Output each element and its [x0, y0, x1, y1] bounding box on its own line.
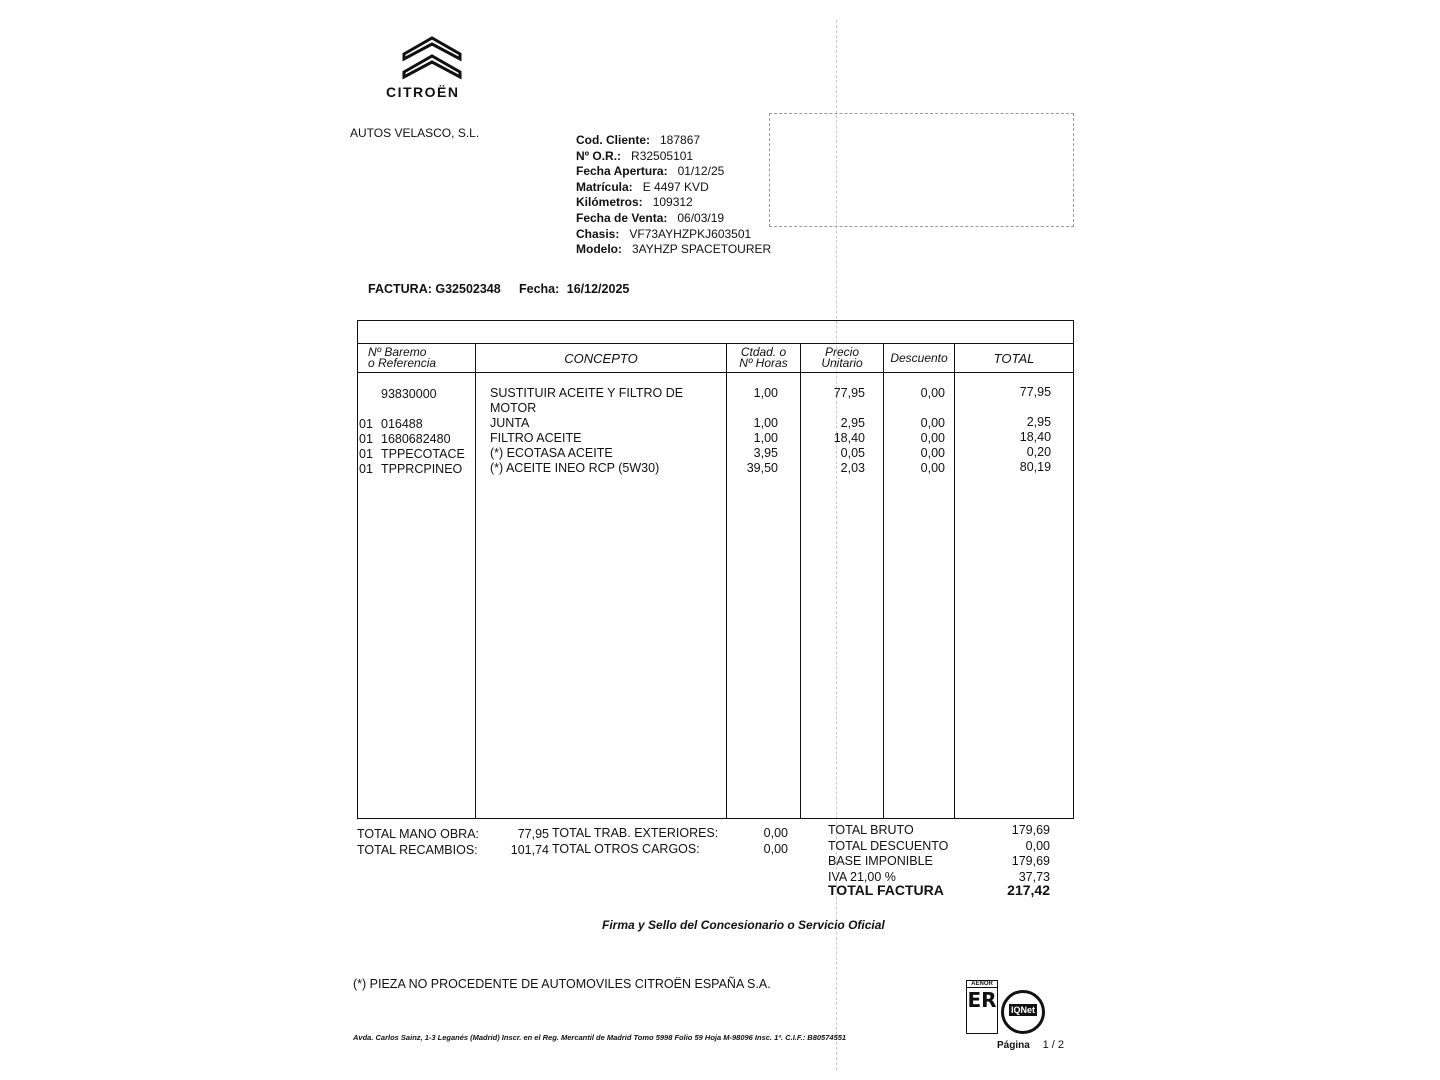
row-descuento: 0,00: [920, 416, 945, 430]
header-precio: [801, 344, 884, 373]
client-info-row: [576, 211, 771, 227]
client-info-value: 3AYHZP SPACETOURER: [632, 242, 772, 257]
row-total: 77,95: [1019, 385, 1052, 399]
col-descuento: [884, 373, 955, 819]
row-descuento: 0,00: [920, 386, 945, 400]
row-ref-code: TPPECOTACE: [381, 447, 465, 461]
row-ref: [358, 447, 475, 462]
row-spacer: [801, 401, 865, 416]
header-precio-line1: Precio: [824, 345, 859, 359]
client-info-row: [576, 164, 771, 180]
row-concepto: SUSTITUIR ACEITE Y FILTRO DE: [490, 386, 684, 400]
summary-label: TOTAL BRUTO: [828, 823, 914, 837]
row-prefix: 01: [359, 447, 373, 461]
row-spacer: [358, 402, 475, 417]
row-spacer: [884, 401, 945, 416]
row-precio: 77,95: [833, 386, 865, 400]
footer-legal: Avda. Carlos Sainz, 1-3 Leganés (Madrid) Inscr. en el Reg. Mercantil de Madrid Tomo 5998 Folio 59 Hoja M-98096 Insc. 1ª. C.I.F.: B80574551: [353, 1033, 847, 1042]
summary-row: [357, 843, 549, 859]
client-info-value: R32505101: [631, 148, 694, 163]
summary-label: BASE IMPONIBLE: [828, 854, 933, 868]
grand-total-value: 217,42: [1007, 882, 1050, 898]
grand-total: [828, 882, 1050, 898]
header-cantidad-line2: Nº Horas: [739, 356, 788, 370]
client-info-value: 01/12/25: [677, 164, 725, 179]
row-ref: [358, 432, 475, 447]
page-value: 1 / 2: [1042, 1039, 1064, 1051]
summary-value: 0,00: [1025, 838, 1050, 853]
client-info-value: 109312: [652, 195, 693, 210]
table-body-row: [358, 373, 1074, 819]
col-precio: [801, 373, 884, 819]
summary-label: TOTAL DESCUENTO: [828, 838, 949, 853]
row-precio: 2,03: [840, 461, 865, 475]
summary-mid: [552, 826, 788, 857]
row-ref-code: 1680682480: [381, 432, 451, 446]
summary-row: [552, 842, 788, 858]
row-cantidad: 1,00: [753, 386, 778, 400]
row-prefix: 01: [359, 417, 373, 431]
er-mark: ER: [967, 988, 997, 1012]
client-info-label: Modelo:: [576, 242, 622, 257]
iqnet-label: IQNet: [1010, 1005, 1035, 1015]
row-prefix: 01: [359, 462, 373, 476]
row-cantidad: 39,50: [746, 461, 778, 475]
summary-label: TOTAL MANO OBRA:: [357, 827, 480, 841]
page-indicator: [997, 1039, 1064, 1051]
row-cantidad: 3,95: [753, 446, 778, 460]
header-descuento: Descuento: [884, 344, 955, 373]
summary-label: TOTAL OTROS CARGOS:: [552, 841, 700, 856]
client-info-row: [576, 180, 771, 196]
row-spacer: [955, 400, 1051, 415]
row-ref: [358, 462, 475, 477]
factura-label: FACTURA:: [368, 282, 432, 296]
invoice-date: [519, 282, 629, 296]
client-info-row: [576, 227, 771, 243]
row-concepto: JUNTA: [490, 416, 530, 430]
double-chevron-icon: [380, 32, 484, 82]
summary-label: TOTAL RECAMBIOS:: [357, 842, 478, 857]
non-citroen-note: (*) PIEZA NO PROCEDENTE DE AUTOMOVILES CITROËN ESPAÑA S.A.: [353, 977, 771, 991]
row-concepto: (*) ACEITE INEO RCP (5W30): [490, 461, 660, 475]
summary-value: 37,73: [1018, 869, 1050, 884]
summary-value: 0,00: [763, 826, 788, 840]
row-total: 18,40: [1019, 430, 1052, 444]
summary-row: [552, 826, 788, 842]
table-top-row: [358, 321, 1074, 344]
header-ref-line1: Nº Baremo: [368, 345, 427, 359]
page-label: Página: [997, 1040, 1030, 1051]
client-info-row: [576, 195, 771, 211]
brand-name: CITROËN: [386, 84, 460, 100]
row-ref-code: TPPRCPINEO: [381, 462, 463, 476]
row-prefix: 01: [359, 432, 373, 446]
client-info-value: E 4497 KVD: [642, 179, 709, 194]
client-info: [576, 133, 771, 258]
summary-label: IVA 21,00 %: [828, 869, 896, 884]
row-ref-code: 93830000: [381, 387, 437, 401]
row-total: 2,95: [1026, 415, 1052, 429]
row-concepto: MOTOR: [490, 401, 537, 415]
address-box: [769, 113, 1074, 227]
summary-row: [357, 827, 549, 843]
client-info-value: 187867: [660, 133, 701, 147]
factura-number: G32502348: [435, 282, 501, 296]
summary-right: [828, 823, 1050, 885]
col-concepto: [476, 373, 727, 819]
summary-value: 77,95: [517, 827, 549, 841]
row-concepto: FILTRO ACEITE: [490, 431, 582, 445]
summary-value: 179,69: [1011, 854, 1050, 868]
summary-row: [828, 823, 1050, 839]
row-ref: [358, 387, 475, 402]
client-info-label: Cod. Cliente:: [576, 133, 650, 147]
row-ref: [358, 417, 475, 432]
client-info-label: Nº O.R.:: [576, 148, 622, 163]
client-info-label: Fecha Apertura:: [576, 164, 668, 179]
client-info-value: 06/03/19: [677, 210, 725, 225]
col-total: [955, 373, 1074, 819]
iqnet-badge: [1001, 990, 1045, 1034]
header-precio-line2: Unitario: [821, 356, 863, 370]
summary-value: 179,69: [1011, 823, 1050, 837]
row-descuento: 0,00: [920, 461, 945, 475]
col-cantidad: [727, 373, 801, 819]
summary-row: [828, 839, 1050, 855]
row-descuento: 0,00: [920, 431, 945, 445]
fecha-value: 16/12/2025: [566, 282, 630, 296]
client-info-label: Matrícula:: [576, 179, 633, 194]
invoice-lines-table: [357, 320, 1074, 819]
signature-label: Firma y Sello del Concesionario o Servicio Oficial: [602, 918, 885, 932]
row-precio: 0,05: [840, 446, 865, 460]
row-total: 80,19: [1019, 460, 1052, 474]
header-cantidad: [727, 344, 801, 373]
header-cantidad-line1: Ctdad. o: [740, 345, 787, 359]
row-precio: 2,95: [840, 416, 865, 430]
summary-row: [828, 854, 1050, 870]
client-info-label: Chasis:: [576, 226, 620, 241]
row-total: 0,20: [1026, 445, 1052, 459]
citroen-logo: [380, 32, 484, 100]
client-info-row: [576, 133, 771, 149]
client-info-value: VF73AYHZPKJ603501: [629, 226, 752, 241]
table-header-row: [358, 344, 1074, 373]
client-info-row: [576, 242, 771, 258]
client-info-label: Fecha de Venta:: [576, 210, 668, 225]
row-ref-code: 016488: [381, 417, 423, 431]
summary-label: TOTAL TRAB. EXTERIORES:: [552, 826, 719, 840]
summary-value: 0,00: [763, 841, 788, 856]
fecha-label: Fecha:: [519, 282, 560, 296]
header-ref: [358, 344, 476, 373]
row-spacer: [727, 401, 778, 416]
header-total: TOTAL: [955, 344, 1074, 373]
row-cantidad: 1,00: [753, 416, 778, 430]
header-ref-line2: o Referencia: [368, 356, 437, 370]
row-precio: 18,40: [833, 431, 865, 445]
header-concepto: CONCEPTO: [476, 344, 727, 373]
dealer-name: AUTOS VELASCO, S.L.: [350, 126, 480, 140]
invoice-number: [368, 282, 501, 296]
aenor-label: AENOR: [967, 981, 997, 988]
row-concepto: (*) ECOTASA ACEITE: [490, 446, 613, 460]
col-ref: [358, 373, 476, 819]
client-info-row: [576, 149, 771, 165]
row-cantidad: 1,00: [753, 431, 778, 445]
client-info-label: Kilómetros:: [576, 195, 643, 210]
row-descuento: 0,00: [920, 446, 945, 460]
summary-left: [357, 827, 549, 858]
aenor-badge: [966, 980, 998, 1034]
grand-total-label: TOTAL FACTURA: [828, 882, 944, 898]
summary-value: 101,74: [510, 842, 549, 857]
